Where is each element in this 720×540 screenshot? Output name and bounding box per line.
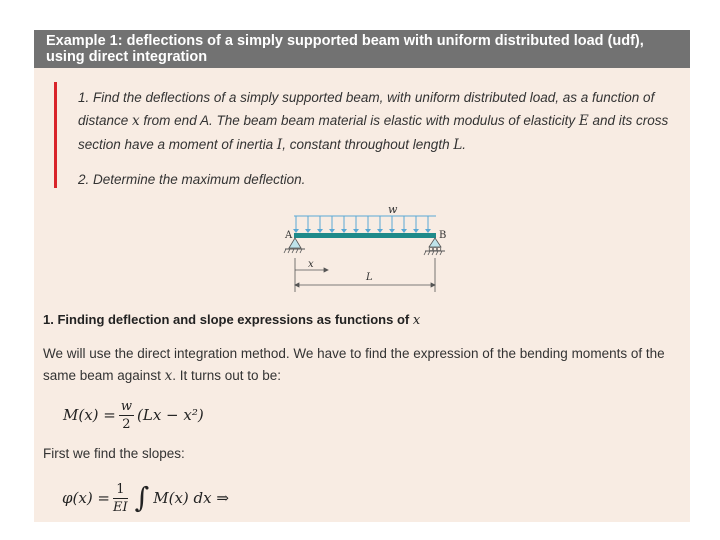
slopes-intro: First we find the slopes: (43, 446, 185, 461)
beam-diagram (280, 200, 450, 300)
end-a-label: A (285, 230, 293, 241)
method-paragraph: We will use the direct integration method. We have to find the expression of the bending moments of the same beam against x. It turns out to be: (43, 346, 665, 384)
moment-equation: M(x) = $\frac{w}{2}$ (Lx − x²) (63, 398, 204, 432)
slope-equation: φ(x) = $\frac{1}{EI}$ ∫ M(x) dx ⇒ (62, 481, 229, 515)
beam (294, 233, 436, 238)
end-b-label: B (439, 230, 447, 241)
question-accent-bar (54, 82, 57, 188)
example-header (34, 30, 690, 68)
load-label: w (388, 203, 398, 216)
slope-fraction: $\frac{1}{EI}$ (113, 481, 128, 515)
section-title: 1. Finding deflection and slope expressions as functions of x (43, 312, 421, 328)
length-dimension-line (295, 258, 435, 292)
x-label: x (308, 259, 314, 270)
question-2: 2. Determine the maximum deflection. (78, 172, 306, 187)
question-1: 1. Find the deflections of a simply supported beam, with uniform distributed load, as a function of distance x from end A. The beam beam material is elastic with modulus of elasticity E and its cross section have a moment of inertia I, constant throughout length L. (78, 90, 669, 153)
length-label: L (366, 272, 373, 283)
integral-symbol: ∫ (134, 481, 150, 514)
moment-fraction: $\frac{w}{2}$ (120, 398, 132, 432)
example-title: Example 1: deflections of a simply supported beam with uniform distributed load (udf), using direct integration (46, 33, 644, 65)
